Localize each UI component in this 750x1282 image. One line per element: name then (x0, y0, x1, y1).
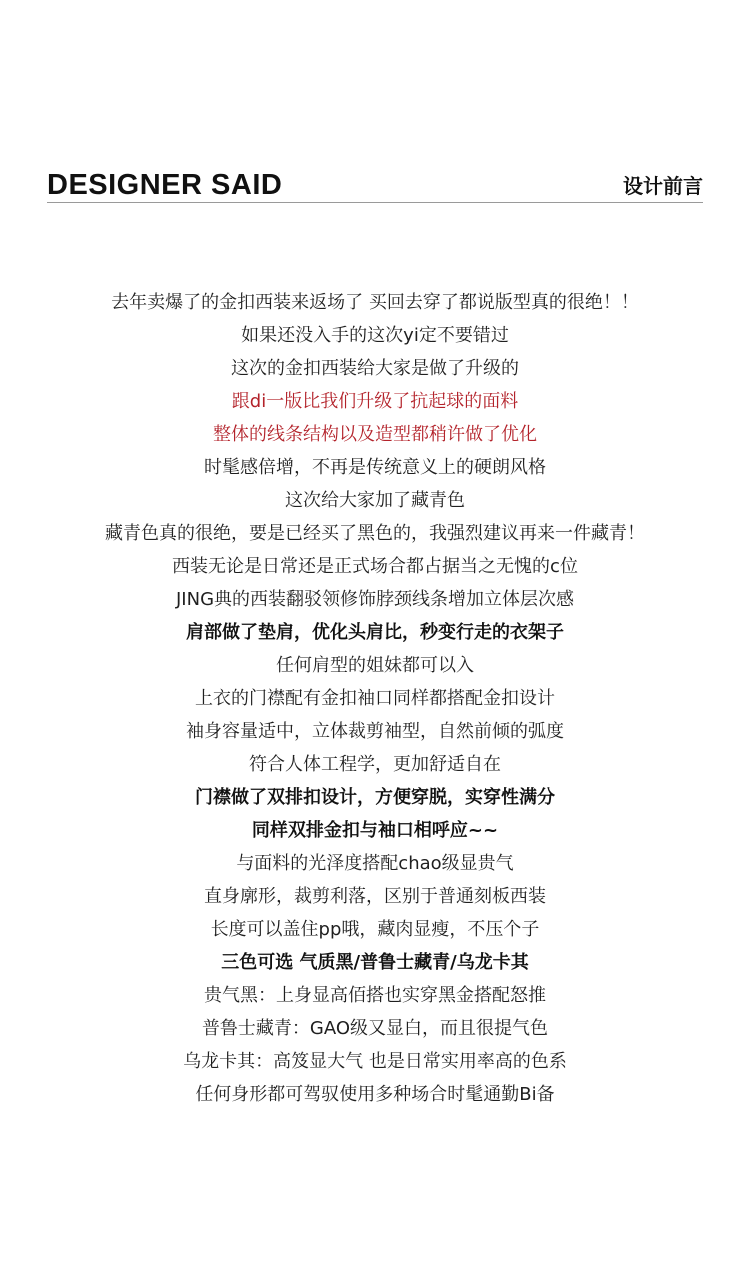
description-line: 长度可以盖住pp哦，藏肉显瘦，不压个子 (210, 919, 540, 940)
header-title-en: DESIGNER SAID (47, 169, 283, 201)
description-line: 去年卖爆了的金扣西装来返场了 买回去穿了都说版型真的很绝！！ (111, 292, 639, 313)
description-line: 与面料的光泽度搭配chao级显贵气 (236, 853, 514, 874)
description-line: 西装无论是日常还是正式场合都占据当之无愧的c位 (172, 556, 578, 577)
description-line: 时髦感倍增，不再是传统意义上的硬朗风格 (204, 457, 546, 478)
description-line: 藏青色真的很绝，要是已经买了黑色的，我强烈建议再来一件藏青！ (105, 523, 645, 544)
description-text-block (0, 286, 750, 1111)
description-line: 普鲁士藏青：GAO级又显白，而且很提气色 (201, 1018, 549, 1039)
description-line: 门襟做了双排扣设计，方便穿脱，实穿性满分 (195, 787, 555, 808)
description-line: 任何身形都可驾驭使用多种场合时髦通勤Bi备 (195, 1084, 555, 1105)
description-line: 直身廓形，裁剪利落，区别于普通刻板西装 (204, 886, 546, 907)
description-line: 符合人体工程学，更加舒适自在 (249, 754, 501, 775)
description-line: 肩部做了垫肩，优化头肩比，秒变行走的衣架子 (186, 622, 564, 643)
description-line: 同样双排金扣与袖口相呼应~~ (251, 820, 499, 841)
description-line: 整体的线条结构以及造型都稍许做了优化 (213, 424, 537, 445)
description-line: 任何肩型的姐妹都可以入 (276, 655, 474, 676)
description-line: 贵气黑：上身显高佰搭也实穿黑金搭配怒推 (204, 985, 546, 1006)
description-line: JING典的西装翻驳领修饰脖颈线条增加立体层次感 (175, 589, 575, 610)
description-line: 如果还没入手的这次yi定不要错过 (241, 325, 509, 346)
header-divider (47, 202, 703, 203)
description-line: 袖身容量适中，立体裁剪袖型，自然前倾的弧度 (186, 721, 564, 742)
description-line: 乌龙卡其：高笈显大气 也是日常实用率高的色系 (183, 1051, 567, 1072)
section-header (47, 168, 703, 202)
header-title-cn: 设计前言 (623, 174, 703, 198)
description-line: 这次给大家加了藏青色 (285, 490, 465, 511)
description-line: 上衣的门襟配有金扣袖口同样都搭配金扣设计 (195, 688, 555, 709)
description-line: 跟di一版比我们升级了抗起球的面料 (231, 391, 519, 412)
description-line: 三色可选 气质黑/普鲁士藏青/乌龙卡其 (221, 952, 529, 973)
description-line: 这次的金扣西装给大家是做了升级的 (231, 358, 519, 379)
